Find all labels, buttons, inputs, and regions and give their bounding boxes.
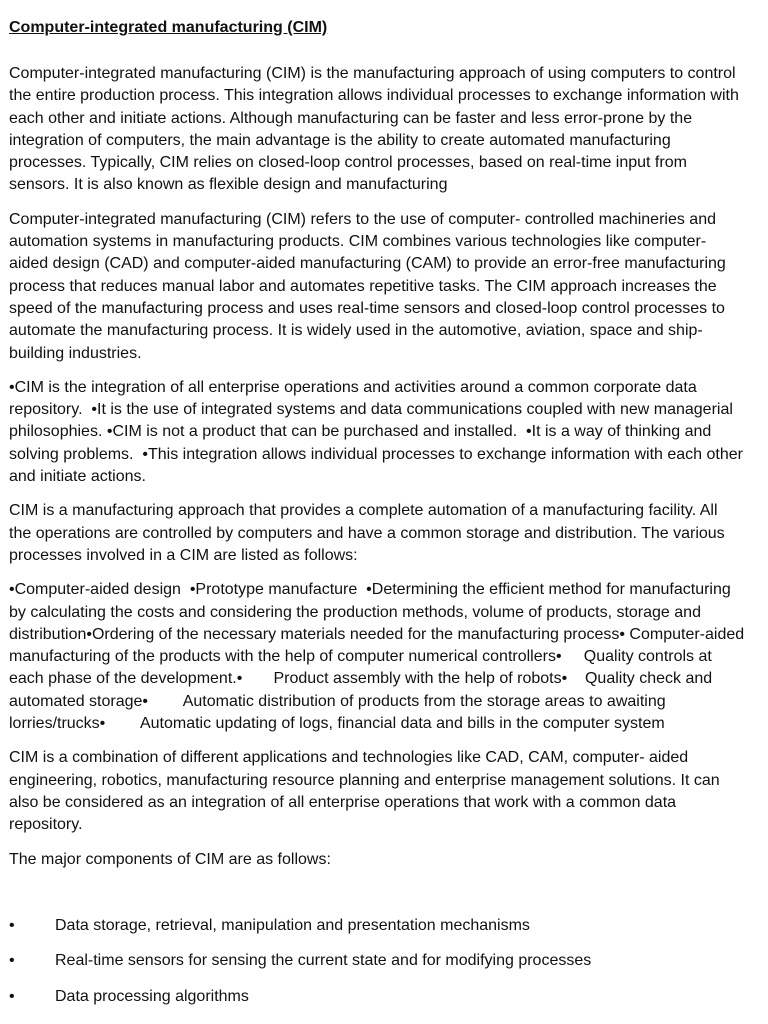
document-title: Computer-integrated manufacturing (CIM) (9, 19, 328, 36)
paragraph-components-intro: The major components of CIM are as follows: (9, 850, 331, 868)
components-list (9, 915, 763, 1008)
bullet-icon: • (9, 916, 15, 934)
list-item (9, 915, 763, 937)
paragraph-cim-combination: CIM is a combination of different applications and technologies like CAD, CAM, computer- aided engineering, robotics, manufacturing resource planning and enterprise management solutions. It can also be considered as an integration of all enterprise operations that work with a common data repository. (9, 749, 720, 834)
document-page (9, 0, 763, 1021)
paragraph-cim-characteristics: •CIM is the integration of all enterprise operations and activities around a common corporate data repository. •It is the use of integrated systems and data communications coupled with new managerial philosophies. •CIM is not a product that can be purchased and installed. •It is a way of thinking and solving problems. •This integration allows individual processes to exchange information with each other and initiate actions. (9, 378, 743, 486)
list-item-text: Data processing algorithms (55, 987, 249, 1005)
list-item (9, 986, 763, 1008)
paragraph-cim-definition: Computer-integrated manufacturing (CIM) is the manufacturing approach of using computers to control the entire production process. This integration allows individual processes to exchange information with each other and initiate actions. Although manufacturing can be faster and less error-prone by the integration of computers, the main advantage is the ability to create automated manufacturing processes. Typically, CIM relies on closed-loop control processes, based on real-time input from sensors. It is also known as flexible design and manufacturing (9, 65, 739, 194)
list-item-text: Real-time sensors for sensing the current state and for modifying processes (55, 952, 592, 970)
paragraph-cim-approach: CIM is a manufacturing approach that provides a complete automation of a manufacturing facility. All the operations are controlled by computers and have a common storage and distribution. The various processes involved in a CIM are listed as follows: (9, 502, 725, 564)
list-item (9, 950, 763, 972)
list-item-text: Data storage, retrieval, manipulation and presentation mechanisms (55, 916, 530, 934)
bullet-icon: • (9, 987, 15, 1005)
bullet-icon: • (9, 952, 15, 970)
paragraph-cim-processes: •Computer-aided design •Prototype manufacture •Determining the efficient method for manufacturing by calculating the costs and considering the production methods, volume of products, storage and distribution•Ordering of the necessary materials needed for the manufacturing process• Computer-aided manufacturing of the products with the help of computer numerical controllers• Quality controls at each phase of the development.• Product assembly with the help of robots• Quality check and automated storage• Automatic distribution of products from the storage areas to awaiting lorries/trucks• Automatic updating of logs, financial data and bills in the computer system (9, 581, 745, 733)
paragraph-cim-technologies: Computer-integrated manufacturing (CIM) refers to the use of computer- controlled machineries and automation systems in manufacturing products. CIM combines various technologies like computer- aided design (CAD) and computer-aided manufacturing (CAM) to provide an error-free manufacturing process that reduces manual labor and automates repetitive tasks. The CIM approach increases the speed of the manufacturing process and uses real-time sensors and closed-loop control processes to automate the manufacturing process. It is widely used in the automotive, aviation, space and ship- building industries. (9, 210, 726, 362)
